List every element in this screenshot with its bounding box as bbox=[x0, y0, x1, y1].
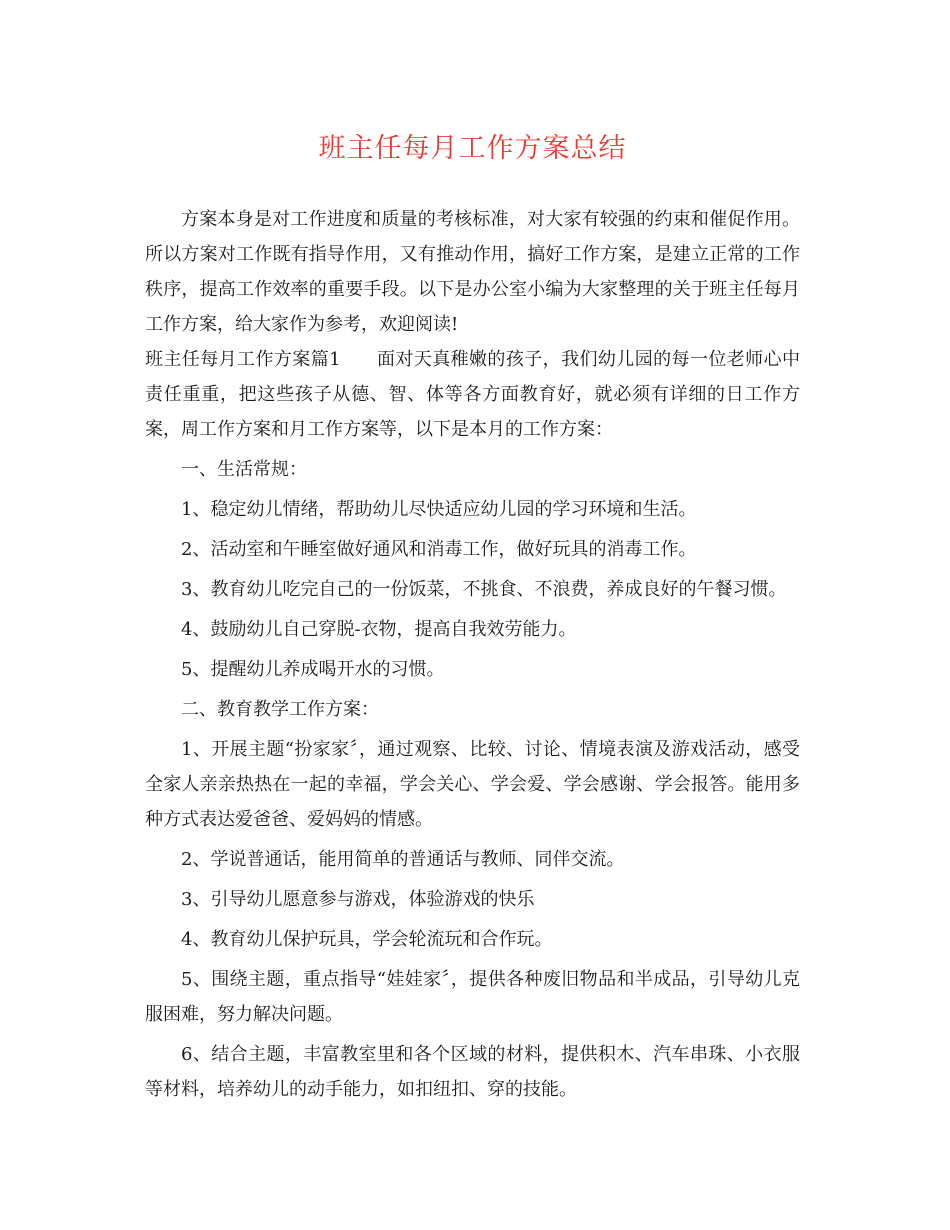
teaching-item-4: 4、教育幼儿保护玩具，学会轮流玩和合作玩。 bbox=[181, 929, 553, 950]
life-item-5: 5、提醒幼儿养成喝开水的习惯。 bbox=[181, 659, 445, 680]
section-lead: 面对天真稚嫩的孩子，我们幼儿园的每一位老师心中责任重重，把这些孩子从德、智、体等各方面教育好，就必须有详细的日工作方案，周工作方案和月工作方案等，以下是本月的工作方案： bbox=[145, 349, 801, 440]
heading-teaching-plan: 二、教育教学工作方案： bbox=[181, 699, 379, 720]
teaching-item-3: 3、引导幼儿愿意参与游戏，体验游戏的快乐 bbox=[181, 889, 535, 910]
teaching-item-2: 2、学说普通话，能用简单的普通话与教师、同伴交流。 bbox=[181, 849, 625, 870]
teaching-item-5: 5、围绕主题，重点指导“娃娃家〞，提供各种废旧物品和半成品，引导幼儿克服困难，努力解决问题。 bbox=[145, 969, 800, 1025]
intro-paragraph: 方案本身是对工作进度和质量的考核标准，对大家有较强的约束和催促作用。所以方案对工作既有指导作用，又有推动作用，搞好工作方案，是建立正常的工作秩序，提高工作效率的重要手段。以下是办公室小编为大家整理的关于班主任每月工作方案，给大家作为参考，欢迎阅读! bbox=[145, 209, 800, 335]
heading-life-routine: 一、生活常规： bbox=[181, 459, 307, 480]
section-paragraph bbox=[145, 342, 800, 447]
life-item-4: 4、鼓励幼儿自己穿脱-衣物，提高自我效劳能力。 bbox=[181, 619, 577, 640]
life-item-2: 2、活动室和午睡室做好通风和消毒工作，做好玩具的消毒工作。 bbox=[181, 539, 697, 560]
life-item-1: 1、稳定幼儿情绪，帮助幼儿尽快适应幼儿园的学习环境和生活。 bbox=[181, 499, 697, 520]
teaching-item-6: 6、结合主题，丰富教室里和各个区域的材料，提供积木、汽车串珠、小衣服等材料，培养幼儿的动手能力，如扣纽扣、穿的技能。 bbox=[145, 1044, 800, 1100]
teaching-item-1: 1、开展主题“扮家家〞，通过观察、比较、讨论、情境表演及游戏活动，感受全家人亲亲热热在一起的幸福，学会关心、学会爱、学会感谢、学会报答。能用多种方式表达爱爸爸、爱妈妈的情感。 bbox=[145, 739, 800, 830]
life-item-3: 3、教育幼儿吃完自己的一份饭菜，不挑食、不浪费，养成良好的午餐习惯。 bbox=[181, 579, 787, 600]
document-body bbox=[145, 202, 800, 1107]
section-label: 班主任每月工作方案篇1 bbox=[145, 349, 341, 370]
document-title: 班主任每月工作方案总结 bbox=[318, 133, 627, 164]
